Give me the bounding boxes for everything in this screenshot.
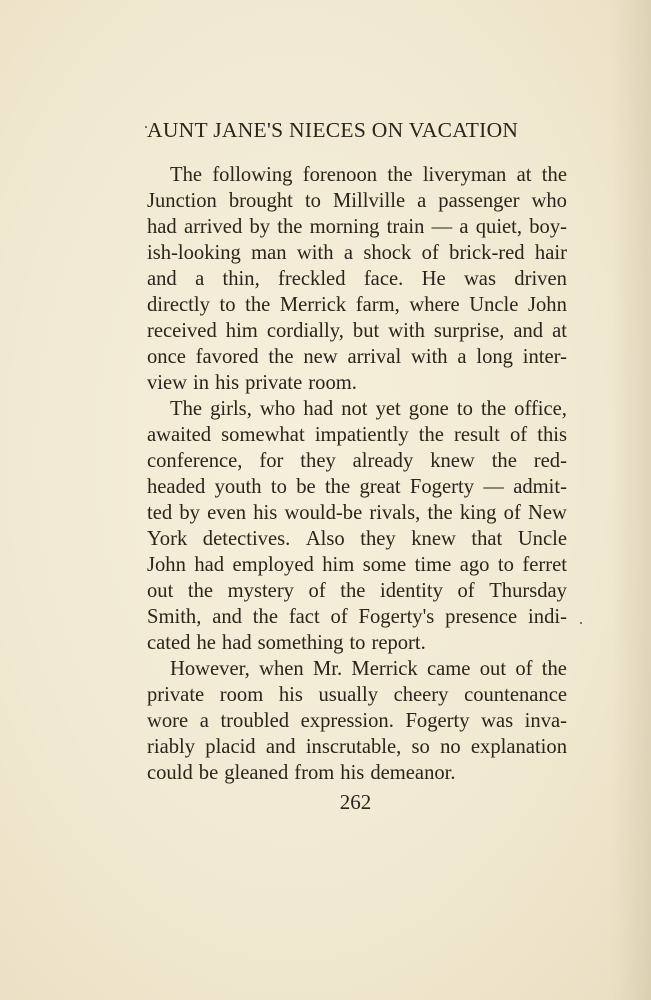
text-line: ted by even his would-be rivals, the king of New	[147, 502, 567, 524]
page-number: 262	[339, 790, 372, 814]
text-line: view in his private room.	[147, 372, 357, 394]
text-line: private room his usually cheery countenance	[147, 684, 567, 706]
speck-mark	[580, 622, 582, 624]
body-text	[147, 162, 567, 786]
text-line: directly to the Merrick farm, where Uncle John	[147, 294, 567, 316]
text-line: received him cordially, but with surprise, and at	[147, 320, 567, 342]
text-line: conference, for they already knew the red-	[147, 450, 567, 472]
text-line: awaited somewhat impatiently the result of this	[147, 424, 567, 446]
paragraph	[147, 162, 567, 396]
text-line: cated he had something to report.	[147, 632, 426, 654]
paragraph	[147, 396, 567, 656]
text-line: The following forenoon the liveryman at the	[170, 164, 567, 186]
text-line: and a thin, freckled face. He was driven	[147, 268, 567, 290]
text-line: Smith, and the fact of Fogerty's presence indi-	[147, 606, 567, 628]
text-line: out the mystery of the identity of Thursday	[147, 580, 567, 602]
text-line: once favored the new arrival with a long inter-	[147, 346, 567, 368]
text-line: Junction brought to Millville a passenger who	[147, 190, 567, 212]
text-line: York detectives. Also they knew that Uncle	[147, 528, 567, 550]
text-line: ish-looking man with a shock of brick-red hair	[147, 242, 567, 264]
running-header: AUNT JANE'S NIECES ON VACATION	[147, 118, 519, 142]
paragraph	[147, 656, 567, 786]
text-line: headed youth to be the great Fogerty — admit-	[147, 476, 567, 498]
text-line: had arrived by the morning train — a quiet, boy-	[147, 216, 567, 238]
text-line: The girls, who had not yet gone to the office,	[170, 398, 567, 420]
text-line: riably placid and inscrutable, so no explanation	[147, 736, 567, 758]
text-line: could be gleaned from his demeanor.	[147, 762, 456, 784]
text-line: wore a troubled expression. Fogerty was inva-	[147, 710, 567, 732]
text-line: However, when Mr. Merrick came out of the	[170, 658, 567, 680]
text-line: John had employed him some time ago to ferret	[147, 554, 567, 576]
